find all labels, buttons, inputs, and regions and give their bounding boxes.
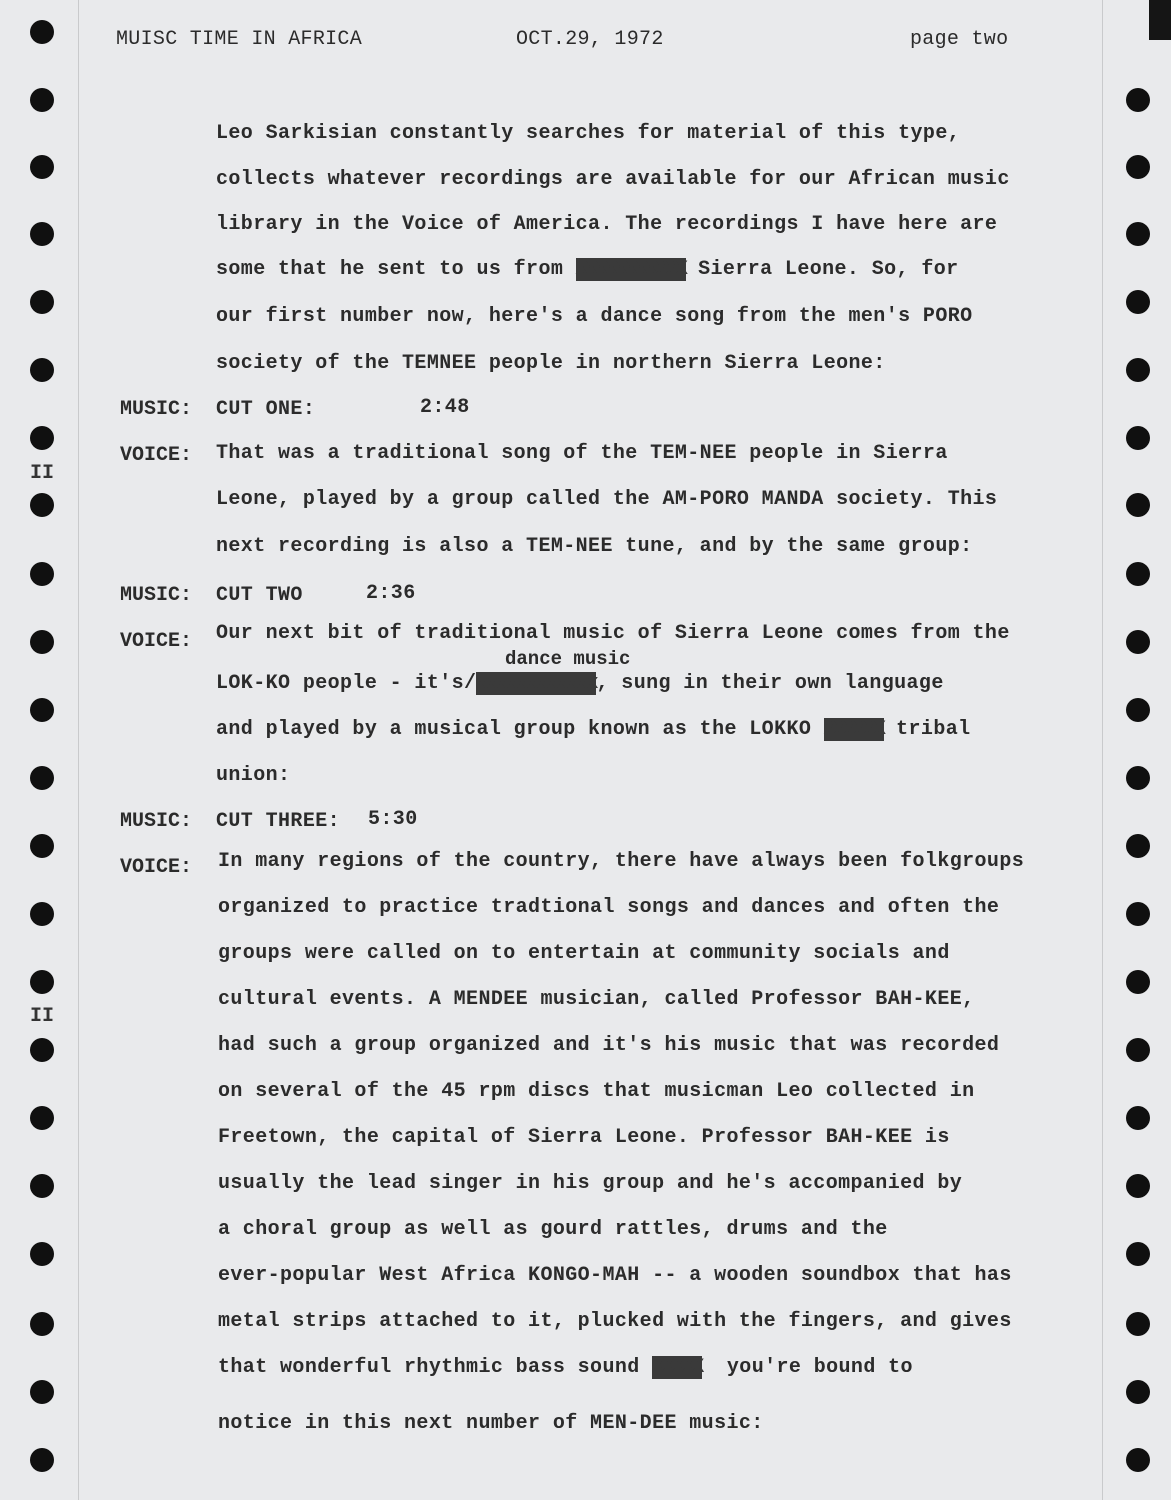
text-line: society of the TEMNEE people in northern Sierra Leone: [216, 352, 886, 375]
text-line: usually the lead singer in his group and he's accompanied by [218, 1172, 963, 1195]
feed-hole-icon [30, 1106, 54, 1130]
feed-hole-icon [30, 970, 54, 994]
text-line: notice in this next number of MEN-DEE music: [218, 1412, 764, 1435]
text-line: collects whatever recordings are available for our African music [216, 168, 1010, 191]
feed-hole-icon [30, 1448, 54, 1472]
feed-hole-icon [1126, 630, 1150, 654]
feed-hole-icon [30, 698, 54, 722]
feed-hole-icon [30, 358, 54, 382]
feed-hole-icon [30, 20, 54, 44]
feed-hole-icon [30, 562, 54, 586]
cue-label: VOICE: [120, 630, 193, 653]
feed-hole-icon [1126, 358, 1150, 382]
text-line: union: [216, 764, 291, 787]
text-line: that wonderful rhythmic bass sound XXXXX you're bound to [218, 1356, 913, 1379]
feed-hole-icon [30, 1380, 54, 1404]
feed-hole-icon [30, 1312, 54, 1336]
feed-hole-icon [30, 766, 54, 790]
feed-hole-icon [1126, 902, 1150, 926]
feed-hole-icon [30, 88, 54, 112]
cue-time: 2:36 [366, 582, 416, 605]
text-line: and played by a musical group known as the LOKKO XXXXXX tribal [216, 718, 971, 741]
feed-hole-icon [1126, 493, 1150, 517]
strikeout: XXXXXX [823, 718, 884, 741]
text-line: ever-popular West Africa KONGO-MAH -- a wooden soundbox that has [218, 1264, 1012, 1287]
cue-label: VOICE: [120, 444, 193, 467]
feed-hole-icon [30, 222, 54, 246]
cue-label: MUSIC: [120, 584, 193, 607]
cue-label: MUSIC: [120, 398, 193, 421]
feed-hole-icon [1126, 834, 1150, 858]
text-line: groups were called on to entertain at community socials and [218, 942, 950, 965]
feed-hole-icon [30, 630, 54, 654]
feed-hole-icon [1126, 1174, 1150, 1198]
text-line: Freetown, the capital of Sierra Leone. Professor BAH-KEE is [218, 1126, 950, 1149]
text-line: Leo Sarkisian constantly searches for material of this type, [216, 122, 961, 145]
feed-hole-icon [1126, 970, 1150, 994]
feed-hole-icon [30, 426, 54, 450]
feed-hole-icon [30, 834, 54, 858]
feed-hole-icon [1126, 1448, 1150, 1472]
feed-hole-icon [30, 155, 54, 179]
feed-hole-icon [1126, 1242, 1150, 1266]
feed-hole-icon [30, 1174, 54, 1198]
feed-hole-icon [1126, 562, 1150, 586]
feed-hole-icon [1126, 290, 1150, 314]
feed-hole-icon [1126, 88, 1150, 112]
strikeout: XXXXXXXXXXX [575, 258, 686, 281]
text-line: a choral group as well as gourd rattles, drums and the [218, 1218, 888, 1241]
cue-label: MUSIC: [120, 810, 193, 833]
text-line: In many regions of the country, there have always been folkgroups [218, 850, 1025, 873]
margin-mark: II [30, 462, 55, 485]
cue-text: CUT THREE: [216, 810, 341, 833]
text-line: LOK-KO people - it's/xxxxxxxxxxxx, sung in their own language [216, 672, 944, 695]
text-line: library in the Voice of America. The recordings I have here are [216, 213, 998, 236]
text-line: That was a traditional song of the TEM-NEE people in Sierra [216, 442, 948, 465]
feed-hole-icon [1126, 698, 1150, 722]
scan-edge [1149, 0, 1171, 40]
header-date: OCT.29, 1972 [516, 28, 664, 51]
feed-hole-icon [30, 1038, 54, 1062]
text-line: had such a group organized and it's his music that was recorded [218, 1034, 1000, 1057]
strikeout: XXXXX [652, 1356, 703, 1379]
cue-time: 2:48 [420, 396, 470, 419]
header-page: page two [910, 28, 1009, 51]
feed-hole-icon [1126, 1038, 1150, 1062]
cue-text: CUT ONE: [216, 398, 316, 421]
feed-hole-icon [1126, 1106, 1150, 1130]
feed-hole-icon [1126, 222, 1150, 246]
handwritten-insert: dance music [505, 648, 631, 670]
cue-label: VOICE: [120, 856, 193, 879]
text-line: organized to practice tradtional songs and dances and often the [218, 896, 1000, 919]
left-margin-line [78, 0, 79, 1500]
feed-hole-icon [1126, 766, 1150, 790]
feed-hole-icon [1126, 1380, 1150, 1404]
cue-text: CUT TWO [216, 584, 303, 607]
feed-hole-icon [30, 290, 54, 314]
text-line: metal strips attached to it, plucked with the fingers, and gives [218, 1310, 1012, 1333]
strikeout: xxxxxxxxxxxx [476, 672, 597, 695]
text-line: our first number now, here's a dance song from the men's PORO [216, 305, 973, 328]
cue-time: 5:30 [368, 808, 418, 831]
feed-hole-icon [1126, 426, 1150, 450]
text-line: next recording is also a TEM-NEE tune, and by the same group: [216, 535, 973, 558]
header-title: MUISC TIME IN AFRICA [116, 28, 363, 51]
text-line: on several of the 45 rpm discs that musicman Leo collected in [218, 1080, 975, 1103]
text-line: cultural events. A MENDEE musician, called Professor BAH-KEE, [218, 988, 975, 1011]
feed-hole-icon [1126, 155, 1150, 179]
margin-mark: II [30, 1005, 55, 1028]
feed-hole-icon [30, 1242, 54, 1266]
text-line: Leone, played by a group called the AM-PORO MANDA society. This [216, 488, 998, 511]
feed-hole-icon [30, 902, 54, 926]
text-line: Our next bit of traditional music of Sierra Leone comes from the [216, 622, 1010, 645]
right-margin-line [1102, 0, 1103, 1500]
feed-hole-icon [1126, 1312, 1150, 1336]
feed-hole-icon [30, 493, 54, 517]
text-line: some that he sent to us from XXXXXXXXXXX Sierra Leone. So, for [216, 258, 959, 281]
